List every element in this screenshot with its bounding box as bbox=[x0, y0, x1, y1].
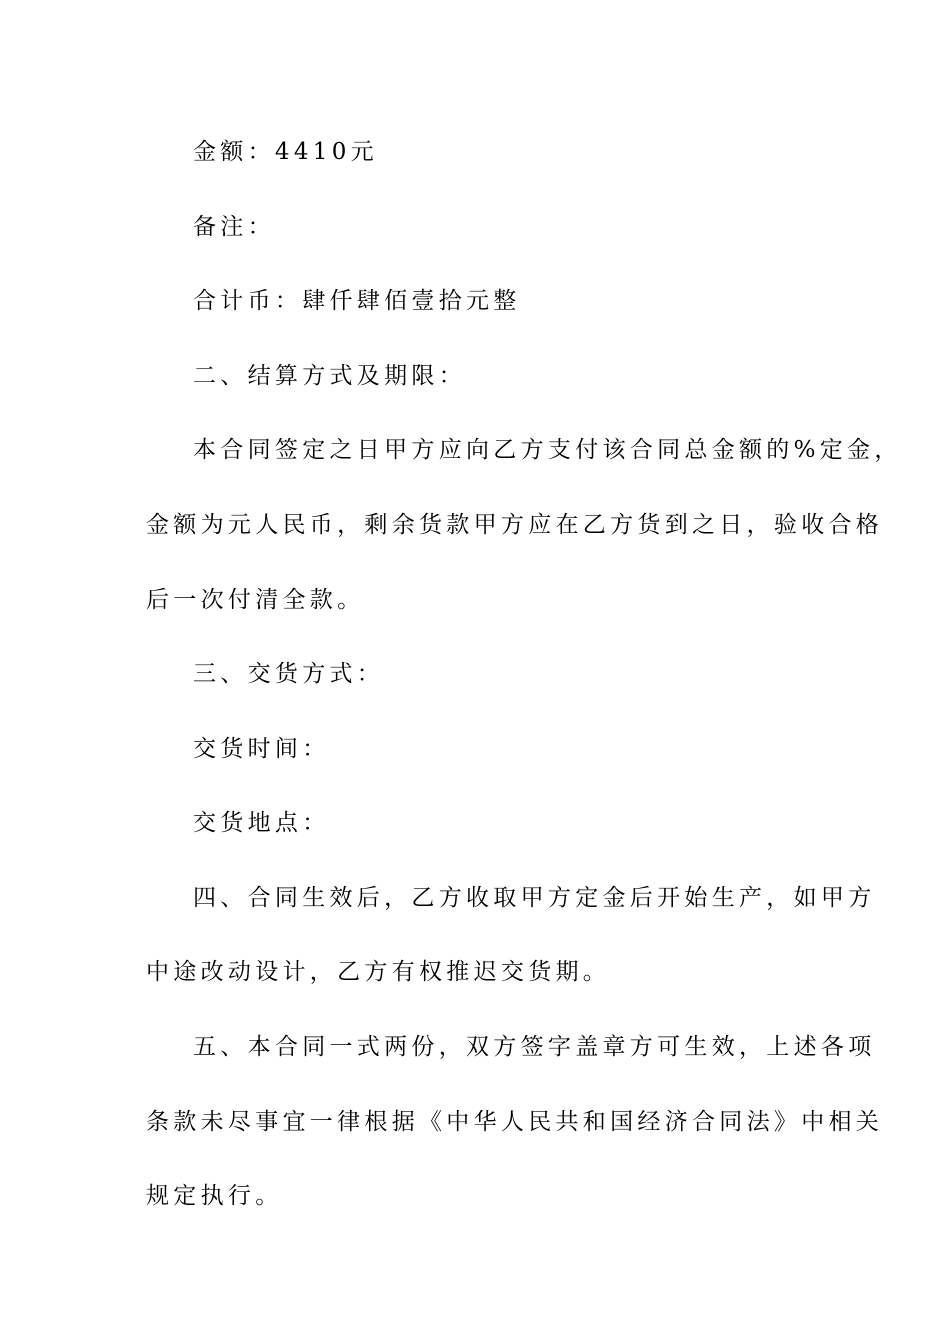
paragraph-line: 后一次付清全款。 bbox=[146, 587, 365, 613]
total-currency-line: 合计币：肆仟肆佰壹拾元整 bbox=[193, 288, 521, 314]
remark-line: 备注： bbox=[193, 214, 275, 240]
paragraph-line: 中途改动设计，乙方有权推迟交货期。 bbox=[146, 959, 611, 985]
paragraph-line: 条款未尽事宜一律根据《中华人民共和国经济合同法》中相关 bbox=[146, 1109, 884, 1135]
section-2-heading: 二、结算方式及期限： bbox=[193, 363, 466, 389]
paragraph-line: 规定执行。 bbox=[146, 1183, 283, 1209]
section-5-paragraph: 五、本合同一式两份，双方签字盖章方可生效，上述各项 bbox=[193, 1034, 876, 1060]
amount-line: 金额：4410元 bbox=[193, 139, 378, 165]
delivery-place-line: 交货地点： bbox=[193, 810, 330, 836]
section-3-heading: 三、交货方式： bbox=[193, 661, 385, 687]
paragraph-line: 金额为元人民币，剩余货款甲方应在乙方货到之日，验收合格 bbox=[146, 512, 884, 538]
delivery-time-line: 交货时间： bbox=[193, 736, 330, 762]
section-4-paragraph: 四、合同生效后，乙方收取甲方定金后开始生产，如甲方 bbox=[193, 885, 876, 911]
paragraph-line: 本合同签定之日甲方应向乙方支付该合同总金额的%定金， bbox=[193, 437, 902, 463]
